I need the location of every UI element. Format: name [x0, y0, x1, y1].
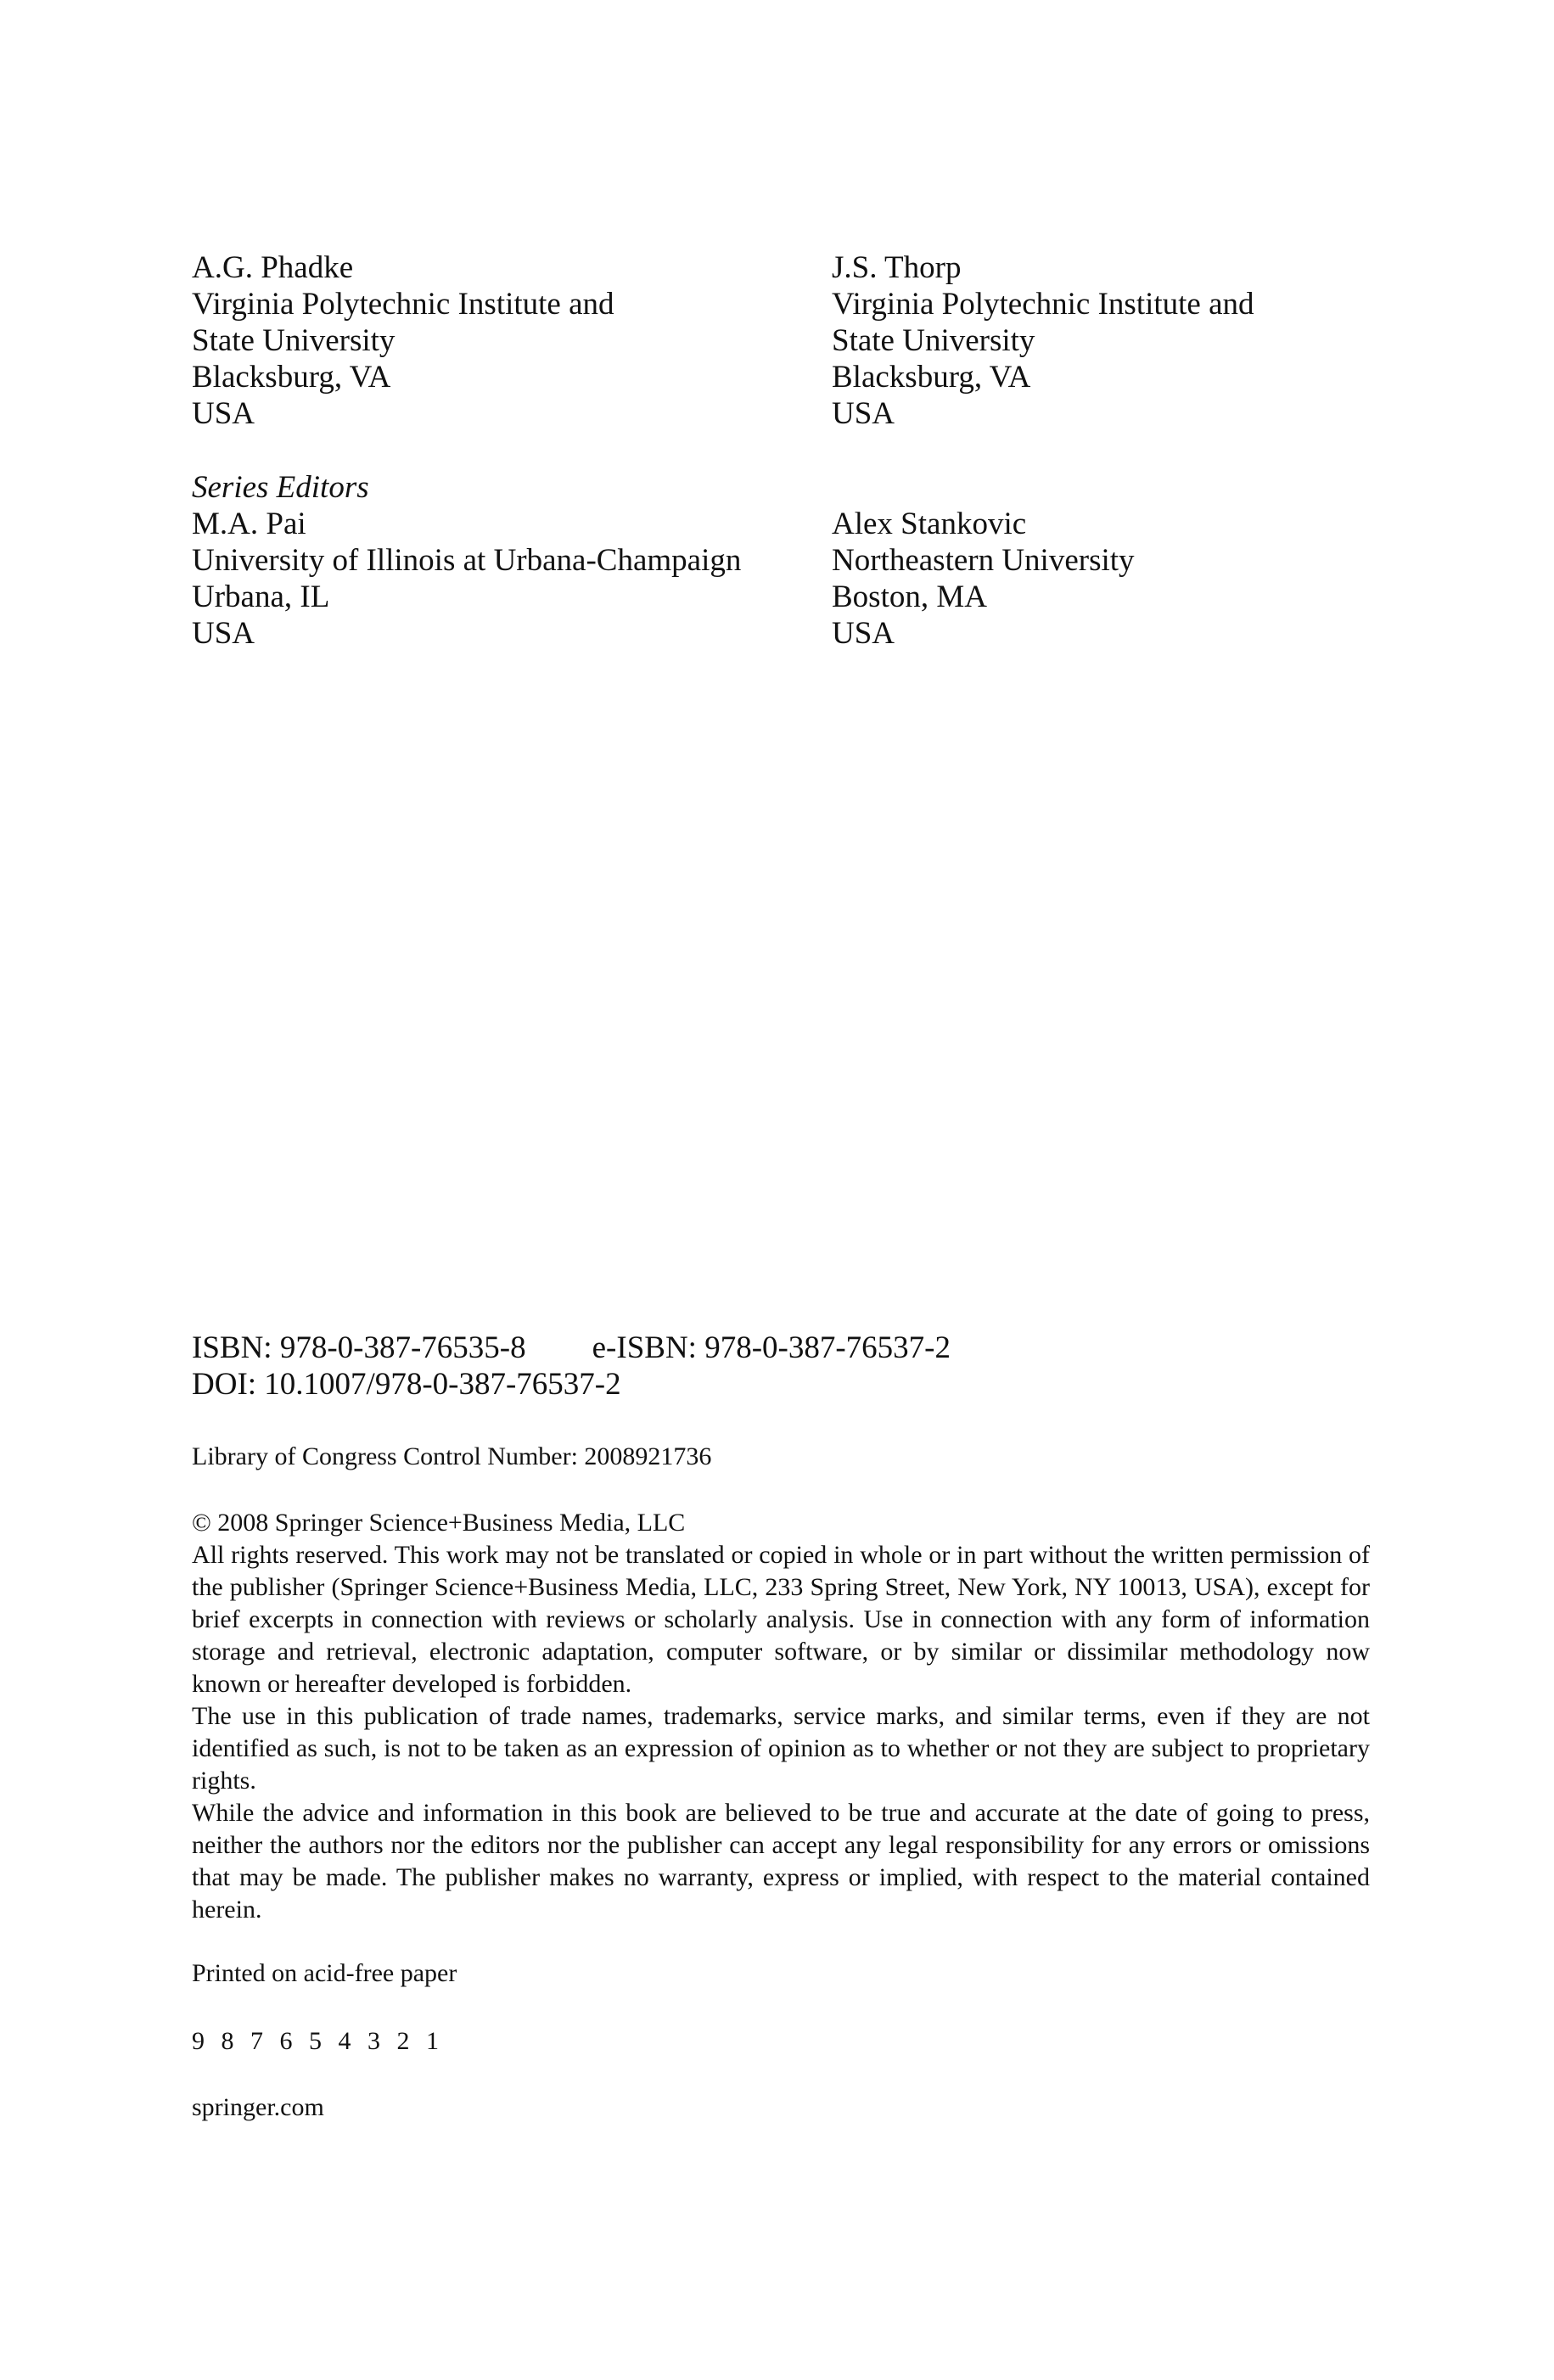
series-editors-heading: Series Editors	[192, 470, 369, 505]
author-city: Blacksburg, VA	[192, 360, 391, 395]
copyright-section	[192, 1507, 1370, 1926]
e-isbn: e-ISBN: 978-0-387-76537-2	[592, 1330, 951, 1365]
library-of-congress-text: Library of Congress Control Number: 2008921736	[192, 1442, 712, 1470]
author-name: J.S. Thorp	[832, 250, 962, 285]
editor-city: Urbana, IL	[192, 580, 330, 614]
author-right	[832, 249, 1254, 432]
author-institution: Virginia Polytechnic Institute and	[192, 287, 614, 322]
website-text: springer.com	[192, 2093, 324, 2121]
author-institution: State University	[192, 323, 396, 358]
print-line	[192, 2025, 444, 2058]
author-name: A.G. Phadke	[192, 250, 354, 285]
isbn: ISBN: 978-0-387-76535-8	[192, 1330, 526, 1365]
library-of-congress-number	[192, 1441, 711, 1473]
author-city: Blacksburg, VA	[832, 360, 1031, 395]
isbn-row	[192, 1330, 951, 1366]
copyright-notice: © 2008 Springer Science+Business Media, LLC	[192, 1509, 686, 1537]
rights-paragraph: All rights reserved. This work may not be translated or copied in whole or in part without the written permission of the publisher (Springer Science+Business Media, LLC, 233 Spring Street, New York, NY 10013, USA), except for brief excerpts in connection with reviews or scholarly analysis. Use in connection with any form of information storage and retrieval, electronic adaptation, computer software, or by similar or dissimilar methodology now known or hereafter developed is forbidden.	[192, 1541, 1370, 1698]
paper-note-text: Printed on acid-free paper	[192, 1959, 457, 1987]
paper-note	[192, 1957, 457, 1990]
author-country: USA	[192, 396, 255, 431]
trademark-paragraph: The use in this publication of trade names, trademarks, service marks, and similar terms, even if they are not identified as such, is not to be taken as an expression of opinion as to whether or not they are subject to proprietary rights.	[192, 1702, 1370, 1795]
editor-country: USA	[832, 616, 895, 651]
author-country: USA	[832, 396, 895, 431]
editor-name: M.A. Pai	[192, 507, 306, 541]
editor-institution: Northeastern University	[832, 543, 1135, 578]
print-line-text: 9 8 7 6 5 4 3 2 1	[192, 2027, 444, 2055]
identifiers	[192, 1330, 951, 1403]
author-institution: State University	[832, 323, 1035, 358]
publisher-website	[192, 2092, 324, 2124]
series-editor-right	[832, 506, 1135, 652]
editor-name: Alex Stankovic	[832, 507, 1027, 541]
disclaimer-paragraph: While the advice and information in this book are believed to be true and accurate at the date of going to press, neither the authors nor the editors nor the publisher can accept any legal responsibility for any errors or omissions that may be made. The publisher makes no warranty, express or implied, with respect to the material contained herein.	[192, 1799, 1370, 1924]
editor-country: USA	[192, 616, 255, 651]
doi: DOI: 10.1007/978-0-387-76537-2	[192, 1367, 621, 1402]
author-left	[192, 249, 614, 432]
author-institution: Virginia Polytechnic Institute and	[832, 287, 1254, 322]
editor-institution: University of Illinois at Urbana-Champaign	[192, 543, 742, 578]
series-editor-left	[192, 469, 741, 652]
editor-city: Boston, MA	[832, 580, 987, 614]
